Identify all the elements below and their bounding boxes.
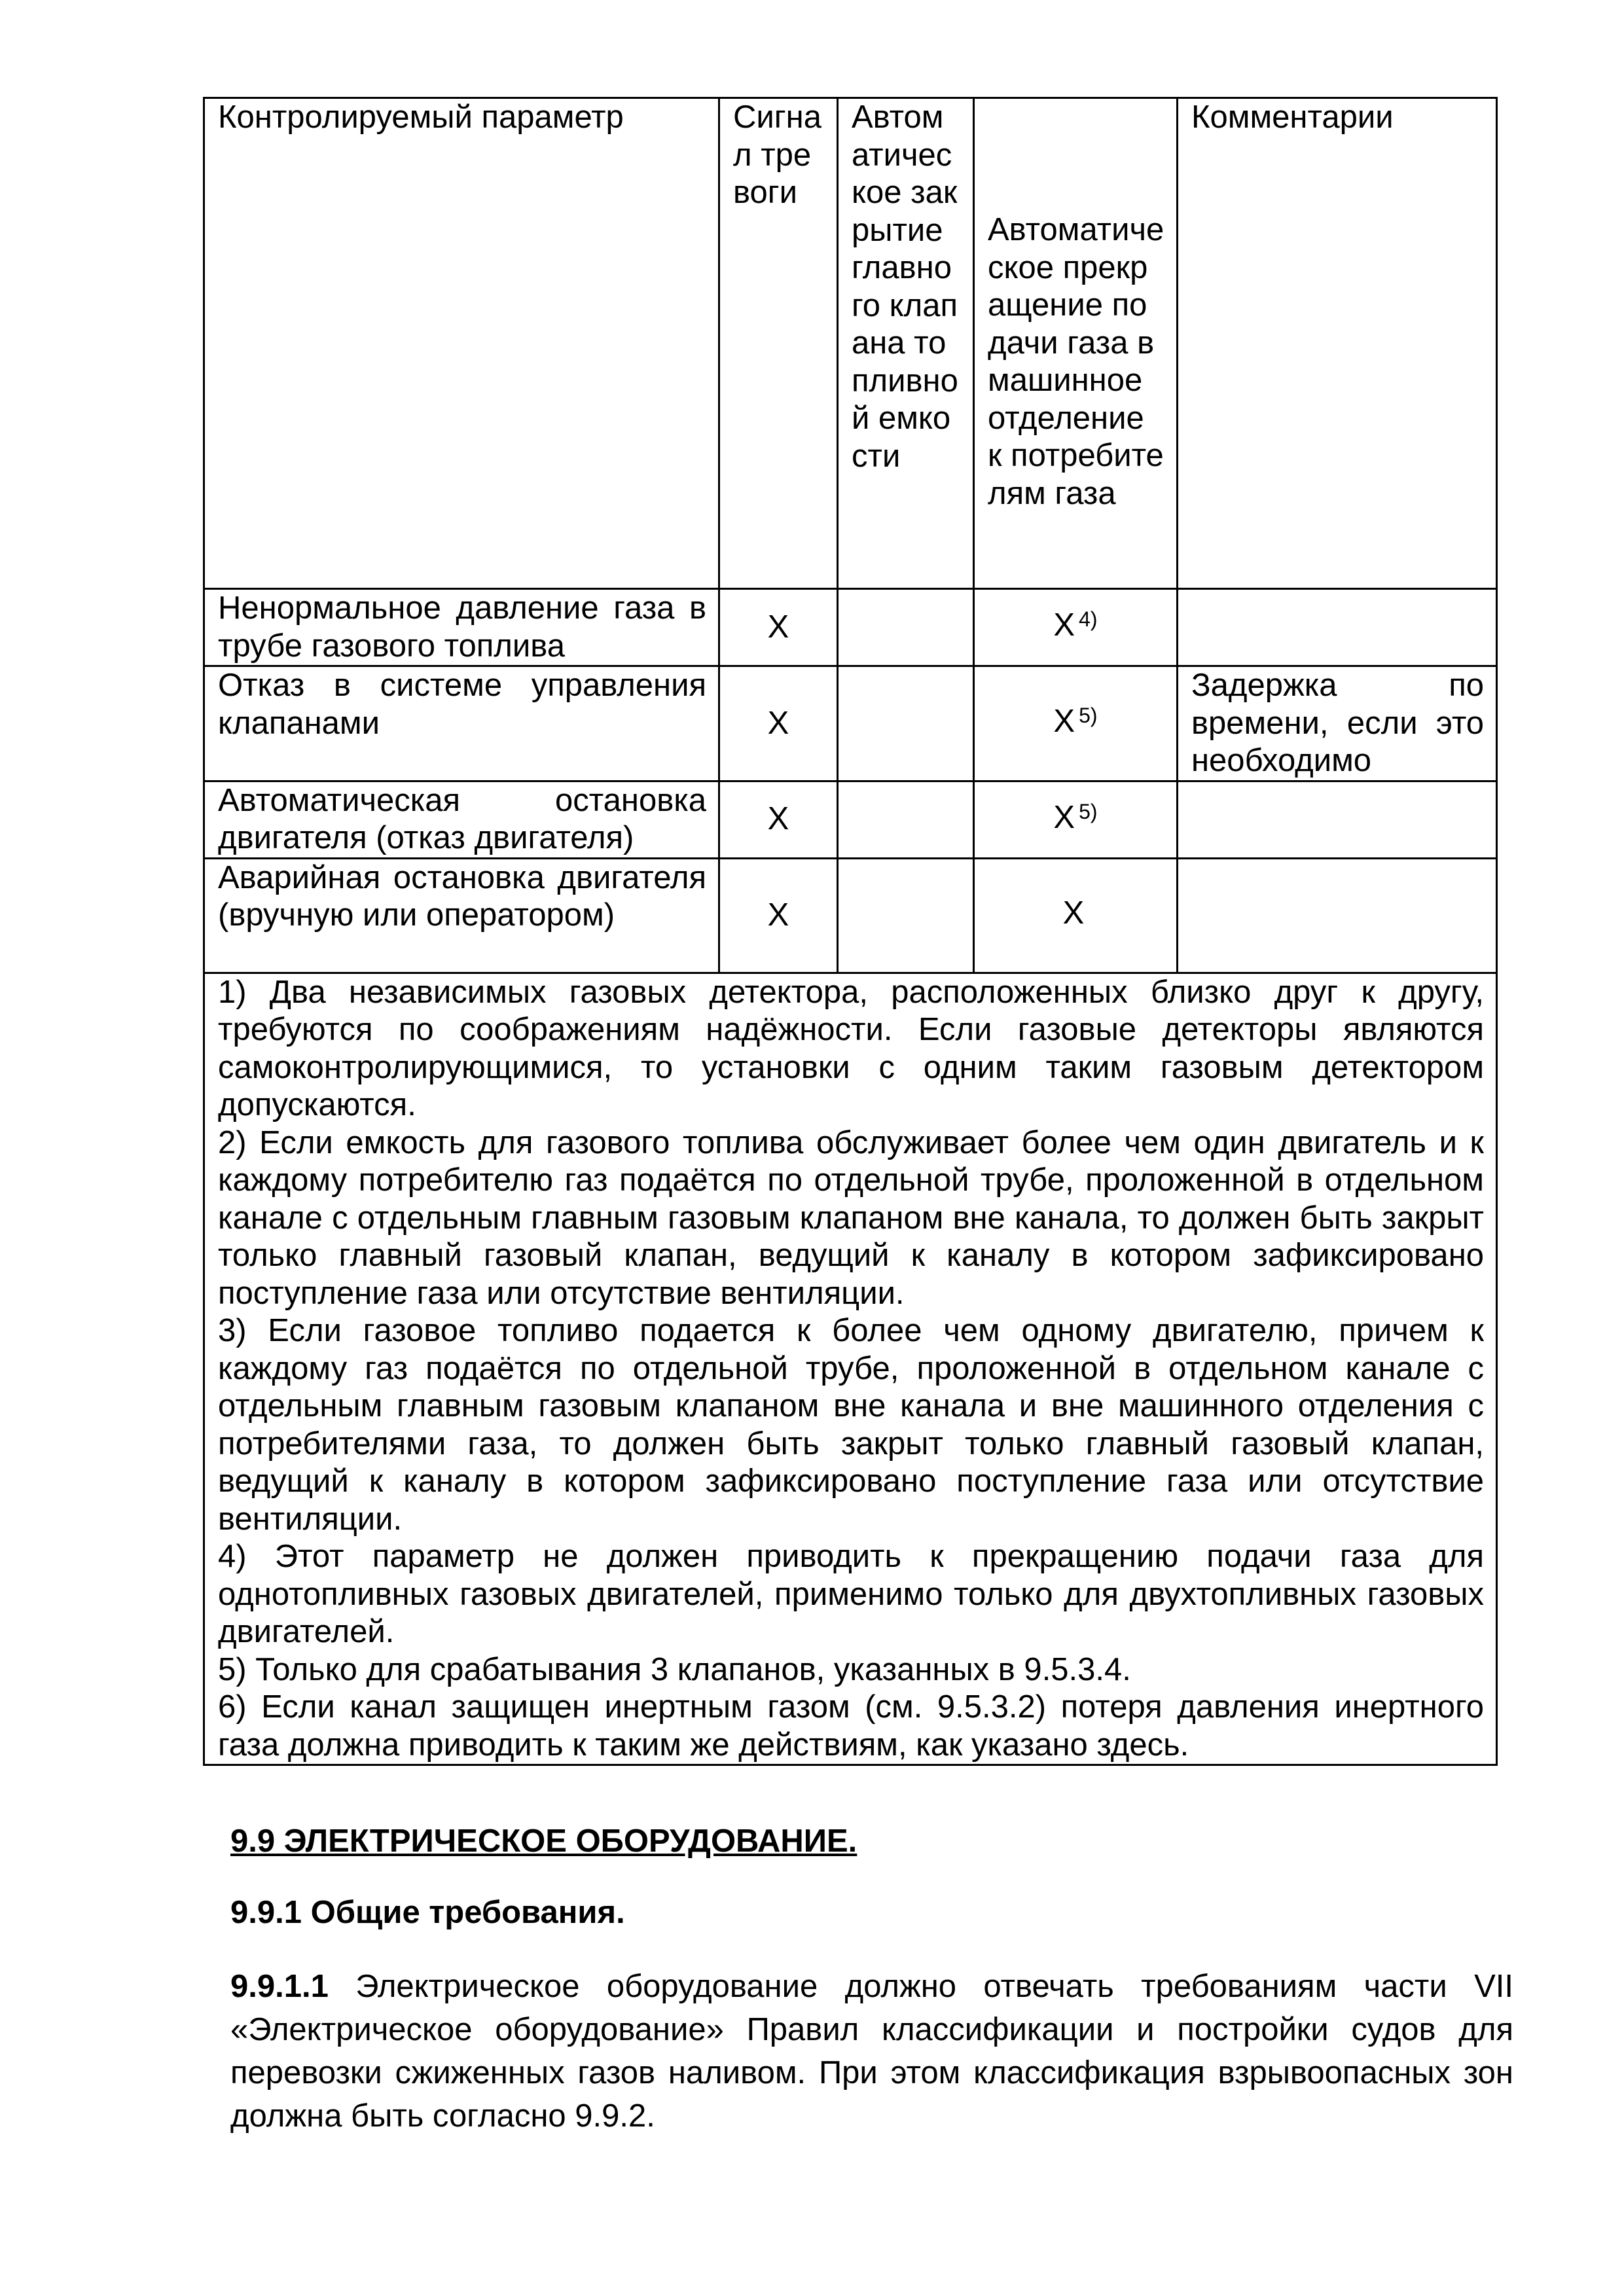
table-row — [204, 666, 1497, 781]
footnote-ref: 4) — [1079, 607, 1098, 632]
table-row — [204, 858, 1497, 973]
header-auto-close: Автоматическое закрытие главного клапана топливной емкости — [838, 98, 974, 589]
paragraph-9-9-1-1 — [230, 1965, 1513, 2138]
row-auto-stop-mark — [974, 858, 1178, 973]
mark-text: X — [1062, 895, 1085, 931]
row-comment — [1178, 858, 1497, 973]
paragraph-number: 9.9.1.1 — [230, 1969, 329, 2004]
row-parameter: Ненормальное давление газа в трубе газового топлива — [204, 589, 719, 666]
subsection-title: 9.9.1 Общие требования. — [230, 1895, 625, 1930]
row-auto-stop-mark — [974, 666, 1178, 781]
table-row — [204, 589, 1497, 666]
header-comments: Комментарии — [1178, 98, 1497, 589]
row-alarm-mark: X — [719, 666, 838, 781]
note-3: 3) Если газовое топливо подается к более чем одному двигателю, причем к каждому газ подаётся по отдельной трубе, проложенной в отдельном канале с отдельным главным газовым клапаном вне канала и вне машинного отделения с потребителями газа, то должен быть закрыт только главный газовый клапан, ведущий к каналу в котором зафиксировано поступление газа или отсутствие вентиляции. — [218, 1313, 1484, 1537]
row-auto-close-mark — [838, 858, 974, 973]
monitored-parameters-table — [203, 97, 1498, 1766]
section-title: 9.9 ЭЛЕКТРИЧЕСКОЕ ОБОРУДОВАНИЕ. — [230, 1823, 857, 1859]
row-comment: Задержка по времени, если это необходимо — [1178, 666, 1497, 781]
row-parameter: Аварийная остановка двигателя (вручную или оператором) — [204, 858, 719, 973]
row-alarm-mark: X — [719, 781, 838, 858]
row-auto-stop-mark — [974, 781, 1178, 858]
header-alarm: Сигнал тревоги — [719, 98, 838, 589]
row-auto-stop-mark — [974, 589, 1178, 666]
footnote-ref: 5) — [1079, 799, 1098, 823]
note-2: 2) Если емкость для газового топлива обслуживает более чем один двигатель и к каждому потребителю газ подаётся по отдельной трубе, проложенной в отдельном канале с отдельным главным газовым клапаном вне канала, то должен быть закрыт только главный газовый клапан, ведущий к каналу в котором зафиксировано поступление газа или отсутствие вентиляции. — [218, 1124, 1484, 1311]
footnote-ref: 5) — [1079, 704, 1098, 727]
row-auto-close-mark — [838, 666, 974, 781]
note-5: 5) Только для срабатывания 3 клапанов, указанных в 9.5.3.4. — [218, 1651, 1131, 1687]
paragraph-text: Электрическое оборудование должно отвечать требованиям части VII «Электрическое оборудование» Правил классификации и постройки судов для перевозки сжиженных газов наливом. При этом классификация взрывоопасных зон должна быть согласно 9.9.2. — [230, 1969, 1513, 2134]
row-auto-close-mark — [838, 589, 974, 666]
row-comment — [1178, 589, 1497, 666]
header-parameter: Контролируемый параметр — [204, 98, 719, 589]
alarm-table-container — [203, 97, 1496, 1766]
row-auto-close-mark — [838, 781, 974, 858]
mark-text: X — [1053, 704, 1075, 739]
header-auto-stop: Автоматическое прекращение подачи газа в машинное отделение к потребителям газа — [974, 98, 1178, 589]
mark-text: X — [1053, 799, 1075, 835]
table-row — [204, 781, 1497, 858]
note-1: 1) Два независимых газовых детектора, расположенных близко друг к другу, требуются по соображениям надёжности. Если газовые детекторы являются самоконтролирующимися, то установки с одним таким газовым детектором допускаются. — [218, 974, 1484, 1122]
mark-text: X — [1053, 607, 1075, 643]
table-notes — [204, 973, 1497, 1765]
table-notes-row — [204, 973, 1497, 1765]
row-alarm-mark: X — [719, 858, 838, 973]
row-comment — [1178, 781, 1497, 858]
note-4: 4) Этот параметр не должен приводить к прекращению подачи газа для однотопливных газовых двигателей, применимо только для двухтопливных газовых двигателей. — [218, 1539, 1484, 1649]
note-6: 6) Если канал защищен инертным газом (см. 9.5.3.2) потеря давления инертного газа должна приводить к таким же действиям, как указано здесь. — [218, 1689, 1484, 1763]
row-parameter: Автоматическая остановка двигателя (отказ двигателя) — [204, 781, 719, 858]
row-parameter: Отказ в системе управления клапанами — [204, 666, 719, 781]
row-alarm-mark: X — [719, 589, 838, 666]
table-header-row — [204, 98, 1497, 589]
